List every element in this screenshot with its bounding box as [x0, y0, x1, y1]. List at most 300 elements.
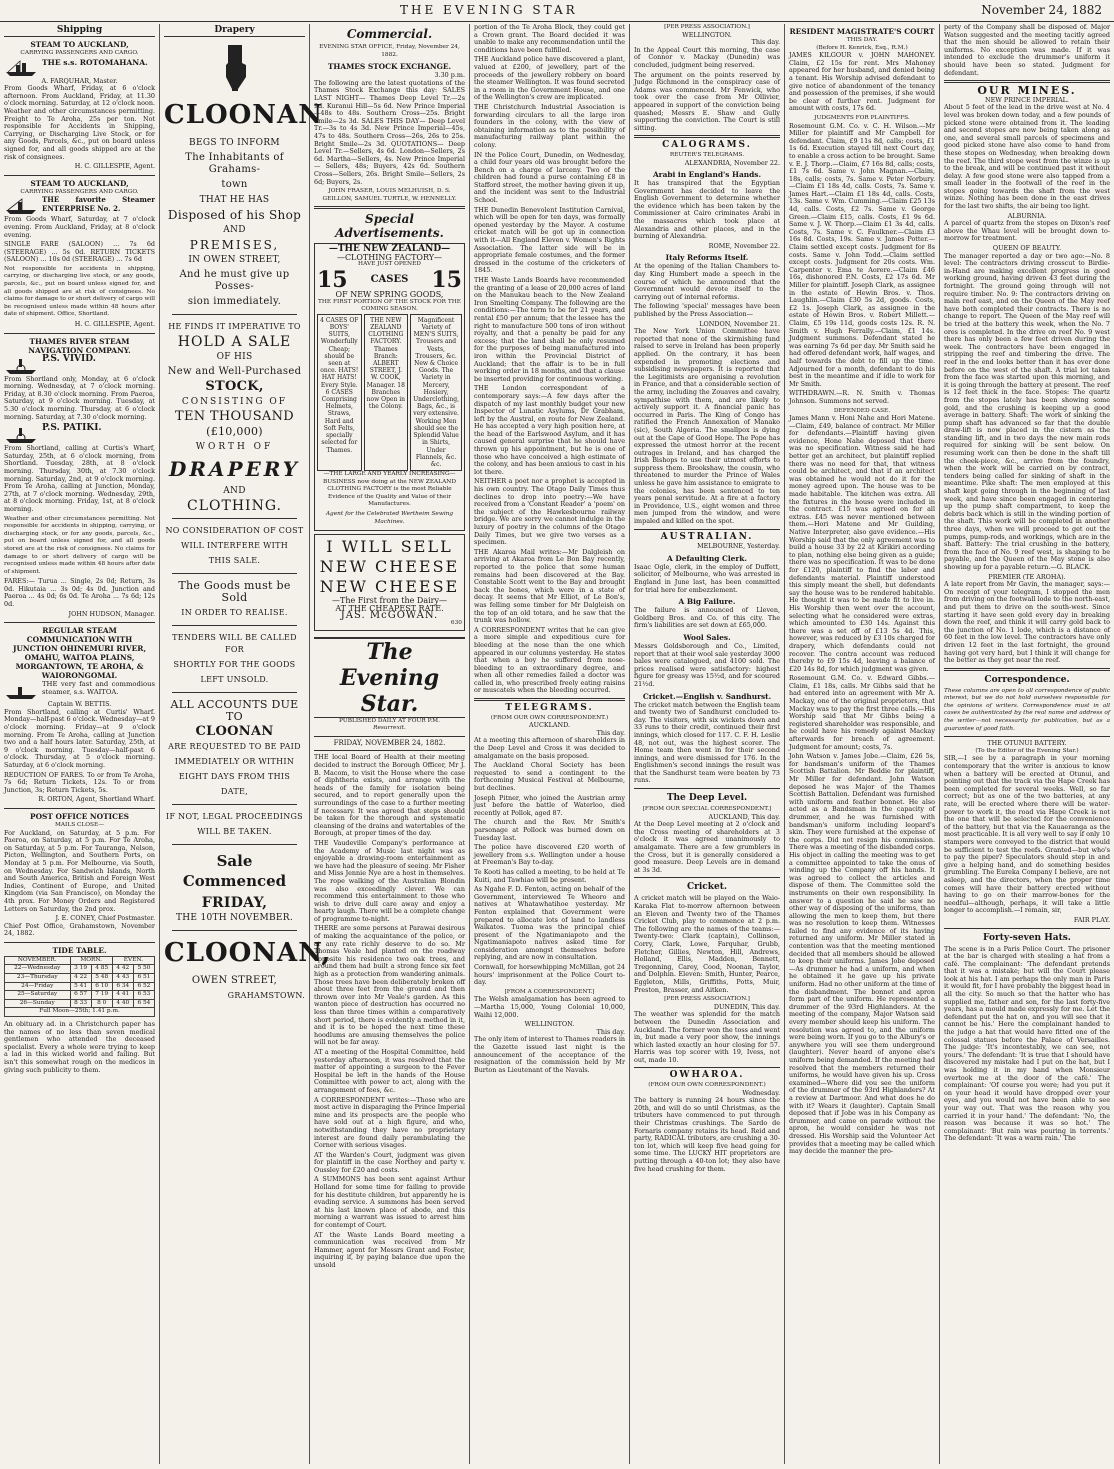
news-paragraph: THE Dunedin Benevolent Institution Carnival, which will be open for ten days, was formally opened yesterday by the Mayor. A costume cricket match will be got up in connection with it—All England Eleven v. Women's Rights Association. The latter side will be in appropriate female costumes, and the former dressed in the costume of the cricketers of 1845. — [474, 205, 625, 275]
ad-line: IN ORDER TO REALISE. — [181, 608, 288, 617]
ad-line: WORTH OF — [195, 442, 274, 452]
tide-cell: 6 34 — [112, 982, 133, 991]
news-paragraph: THE Waste Lands Boards have recommended the granting of a lease of 20,000 acres of land on the Manukau beach to the New Zealand Iron Smelting Company. The following are the conditions:—The term to be for 21 years, and rental £50 per annum; that the lessee has the right to manufacture 500 tons of iron without royalty, and that a penalty be paid for any excess; that the land shall be only resumed for the purposes of being manufactured into iron within the Provincial District of Auckland; that the affair is to be in full working order in 18 months, and that a clause be inserted providing for continuous working. — [474, 276, 625, 383]
deep-level-title: The Deep Level. — [666, 793, 748, 804]
letter-to: (To the Editor of the Evening Star.) — [975, 747, 1079, 754]
ad-line: TENDERS WILL BE CALLED FOR — [172, 633, 297, 654]
telegram-item: The church and the Rev. Mr Smith's parsonage at Pollock was burned down on Tuesday last. — [474, 818, 625, 842]
shipping-body: From Shortland, calling at Curtis' Wharf. Monday—half-past 6 o'clock. Wednesday—at 9 o'clock morning. Friday—at 9 o'clock morning. From Te Aroha, calling at Junction two and a half hours later. Saturday, 25th, at 9 o'clock morning. Tuesday—half-past 6 o'clock. Thursday, at 5 o'clock morning. Saturday, at 6 o'clock morning. — [4, 707, 155, 769]
shipping-fares: SINGLE FARE (SALOON) ... 7s 6d (STEERAGE) ... 5s 0d. RETURN TICKETS (SALOON) ... 10s 0d (STEERAGE) ... 7s 6d — [4, 240, 155, 264]
post-subtitle: MAILS CLOSE— — [54, 821, 105, 828]
cloonan-name: CLOONAN — [164, 100, 323, 130]
cloonan-name: CLOONAN, — [164, 938, 332, 968]
tide-cell: 5 50 — [133, 965, 154, 974]
ad-line: WILL BE TAKEN. — [197, 827, 272, 836]
ad-line: TEN THOUSAND — [175, 409, 294, 424]
mine-report: A parcel of quartz from the stopes on Dixon's reef above the Whau level will be brought down to-morrow for treatment. — [944, 219, 1110, 243]
divider — [172, 844, 297, 845]
tide-cell: 7 19 — [91, 991, 112, 1000]
factory-box-middle: THE NEW ZEALAND CLOTHING FACTORY. Thames Branch: ALBERT STREET, J. W. COOK, Manager. 18 Branches now Open in the Colony. — [364, 314, 409, 471]
subheading: A Big Failure. — [678, 597, 736, 607]
tide-cell: 5 48 — [91, 974, 112, 983]
tide-header-cell: EVEN. — [112, 956, 154, 965]
court-before: (Before H. Kenrick, Esq., R.M.) — [816, 44, 908, 51]
shipping-fares: REDUCTION OF FARES. To or from Te Aroha, 7s 6d; Return Tickets, 12s. To or from Junction, 3s; Return Tickets, 5s. — [4, 770, 155, 794]
divider — [474, 698, 625, 701]
post-signature: J. E. CONEY, Chief Postmaster. — [55, 914, 155, 923]
factory-agent: Agent for the Celebrated Wertheim Sewing Machines. — [325, 511, 454, 525]
news-paragraph: THERE are some persons at Parawai desirous of making the acquaintance of the police, or at any rate richly deserve to do so. Mr Thomas Veale had planted on the roadway opposite his residence two oak trees, and around them had built a strong fence six feet high as a protection from wandering animals. Those trees have been deliberately broken off about three feet from the ground and then thrown over into Mr Veale's garden. As this wanton piece of destruction has occurred no less than three times within a comparatively short period, there is evidently a method in it, and it is to be hoped the next time these hoodlums are amusing themselves the police will not be far away. — [314, 924, 465, 1047]
mine-report: A late report from Mr Gavin, the manager, says:—On receipt of your telegram, I stopped the men from driving on the footwall lode to the north-east, and put them to drive on the south-west. Since starting it have seen gold every day in breaking down the reef, and think it will carry gold back to the junction of No. 1 lode, which is a distance of 60 feet in the low level. The contractors have only driven 12 feet in the last fortnight, the ground having got very hard, but I think it will change for the better as they get near the reef. — [944, 580, 1110, 665]
exchange-body: The following are the latest quotations of the Thames Stock Exchange this day: SALES LAST NIGHT— Thames Deep Level Tr.—2s 9d. Kuranui Hill—5s 6d. New Prince Imperial—48s to 48s. Southern Cross—25s. Bright Smile—2s 3d. SALES THIS DAY— Deep Level Tr.—3s to 4s 3d. New Prince Imperial—45s, 47s to 48s. Southern Cross—26s, 26s to 25s. Bright Smile—2s 3d. QUOTATIONS— Deep Level Tr.—Sellers, 4s 6d. London—Sellers, 2s 6d. Martha—Sellers, 4s. New Prince Imperial — Sellers, 48s; Buyers, 42s 6d. Southern Cross—Sellers, 26s. Bright Smile—Sellers, 2s 6d; Buyers, 2s. — [314, 78, 465, 186]
dateline: Wednesday. — [742, 1088, 780, 1097]
subheading: Arabi in England's Hands. — [652, 170, 762, 180]
cheese-ref: 630 — [450, 620, 462, 627]
ad-line: BEGS TO INFORM — [189, 138, 280, 148]
ad-line: Disposed of his Shop — [167, 208, 302, 222]
column-shipping — [0, 24, 160, 1464]
ad-line: THAT HE HAS — [199, 195, 270, 205]
telegram-item: The police have discovered £20 worth of jewellery from s.s. Wellington under a house at Freeman's Bay to-day. — [474, 843, 625, 867]
ad-line: DATE, — [221, 787, 248, 796]
ship-name: THE favorite Steamer ENTERPRISE No. 2. — [42, 195, 155, 213]
subheading: A Defaulting Clerk. — [667, 553, 747, 563]
tide-cell: 6 54 — [133, 999, 154, 1008]
commercial-title: Commercial. — [346, 27, 433, 41]
paddle-steamer-icon — [4, 425, 38, 445]
divider — [172, 314, 297, 315]
news-paragraph: AT a meeting of the Hospital Committee, held yesterday afternoon, it was resolved that the matter of appointing a surgeon to the Fever Hospital be left in the hands of the House Committee with power to act, along with the arrangement of fees, &c. — [314, 1047, 465, 1094]
obituary-paragraph: An obituary ad. in a Christchurch paper has the names of no less than seven medical gentlemen who attended the deceased specialist. Every a whole were trying to keep a lad in this wicked world and failing. But isn't this somewhat rough on the medicos in giving such publicity to them. — [4, 1020, 155, 1074]
newspaper-columns — [0, 24, 1114, 1464]
dateline: MELBOURNE, Yesterday. — [697, 542, 780, 551]
shipping-title: STEAM TO AUCKLAND, — [30, 40, 129, 49]
post-office-notices — [4, 812, 155, 938]
tide-cell: 4 41 — [112, 991, 133, 1000]
ship-name: P.S. PATIKI. — [42, 423, 102, 434]
news-paragraph: The New York Union Committee have reported that none of the skirmishing fund raised to serve in Ireland has been properly applied. On the contrary, it has been expended in promoting elections and subsidising newspapers. It is reported that the Legitimists are organising a revolution in France, and that a considerable section of the army, including the Zouaves and cavalry, sympathise with them, and are likely to actively support it. A financial panic has occurred in Paris. The King of Congo has ratified the French Annexation of Manako (sic), South Algeria. The smallpox is dying out at the Cape of Good Hope. The Pope has expressed the utmost horror at the recent outrages in Ireland, and has charged the Irish Bishops to use their utmost efforts to suppress them. Brookshaw, the cousin, who threatened to murder the Prince of Wales unless he gave him assistance to emigrate to the colonies, has been sentenced to ten years penal servitude. At a fire at a factory in Providence, U.S., eight women and three men jumped from the window, and were impaled and killed on the spot. — [634, 327, 780, 526]
mine-report: About 5 feet of the lead in the drive west at No. 4 level was broken down today, and a few pounds of picked stone were obtained from it. The leading and second stopes are now being taken along as one, and several small parcels of specimens and good picked stone have also come to hand from these stopes on Wednesday, when breaking down the reef. The third stope west from the winze is up to the break, and will be continued past it without delay. A few good stone were also tapped from a small leader in the footwall of the reef in the stopes going towards the shaft from the west winze. Nothing has been done in the east drives for the last two shifts, the air being too light. — [944, 103, 1110, 211]
shipping-subtitle: CARRYING PASSENGERS AND CARGO. — [20, 188, 139, 195]
clothing-factory-ad — [314, 243, 465, 531]
telegram-item: The only item of interest to Thames readers in the Gazette issued last night is the announcement of the acceptance of the resignation of the commission held by Mr Burton as Lieutenant of the Navals. — [474, 1035, 625, 1074]
shipping-notice: Not responsible for accidents in shipping, carrying, or discharging live stock, or any goods, parcels, &c., put on board unless signed for, and all goods shipped are at risk of consignees. No claims for damage to or short delivery of cargo will be recognised unless made within 48 hours after date of shipment. Office, Shortland. — [4, 265, 155, 318]
cases-number-left: 15 — [317, 267, 348, 294]
court-case: WITHDRAWN.—R. N. Smith v. Thomas Johnson. Summons not served. — [789, 389, 935, 405]
exchange-time: 3.30 p.m. — [434, 71, 465, 80]
shipping-ad-enterprise — [4, 179, 155, 329]
shipping-body: From Shortland, calling at Curtis's Wharf, Saturday, 25th, at 6 o'clock morning, from Shortland. Tuesday, 28th, at 8 o'clock morning. Thursday, 30th, at 7.30 o'clock morning. Saturday, 2nd, at 9 o'clock morning. From Te Aroha, calling at Junction, Monday, 27th, at 7 o'clock morning. Wednesday, 29th, at 8 o'clock morning. Friday, 1st, at 8 o'clock morning. — [4, 444, 155, 513]
cases-word: CASES — [370, 274, 409, 286]
divider — [634, 135, 780, 138]
paddle-steamer-icon — [4, 356, 38, 376]
court-case: James Mann v. Honi Nahe and Hori Matene.—Claim, £49, balance of contract. Mr Miller for defendants.—Plaintiff having given evidence, Hone Nahe deposed that there was no specification. Witness said he had better get an architect, but plaintiff replied there was no need for that, that witness could be architect, and that if an architect was obtained he would not do it for the money agreed upon. The house was to be made habitable. The kitchen was extra. All the fixtures in the house were included in the contract. £15 was agreed on for all extras. £45 was never mentioned between them.—Hori Matene and Mr Guilding, Native Interpreter, also gave evidence.—His Worship said that the only agreement was to build a house 33 by 22 at Kirikiri according to plan, nothing else being given as a guide; there was no specification. It was to be done for £120, plaintiff to find the labor and defendants material. Plaintiff understood this simply meant the shell, but defendants say the house was to be rendered habitable. He thought it was to be made fit to live in. His Worship then went over the account, selecting what he considered were extras, which amounted to £30 14s. Against this there was a set off of £13 5s 4d. This, however, was reduced by £3 10s charged for drapery, which defendants could not recover. The contra account was reduced thereby to £9 15s 4d, leaving a balance of £20 14s 8d, for which judgment was given. — [789, 414, 935, 673]
shipping-fares: FARES:— Turua ... Single, 2s 0d; Return, 3s 0d. Hikutaia ... 3s 0d; 4s 0d. Junction and Paeroa ... 4s 0d; 6s 0d. Te Aroha ... 7s 6d; 12s 0d. — [4, 577, 155, 609]
tide-header-cell: NOVEMBER. — [5, 956, 71, 965]
ad-line: (£10,000) — [206, 425, 263, 438]
ship-row — [4, 196, 155, 216]
court-title: RESIDENT MAGISTRATE'S COURT — [789, 27, 935, 36]
court-case: Rosemount G.M. Co. v. Edward Gibbs.—Claim, £1 18s, calls. Mr Gibbs said that he had entered into an agreement with Mr A. Mackay, one of the original proprietors, that Mackay was to pay the first three calls.—His Worship said that Mr Gibbs being a registered shareholder was responsible, and he could have his remedy against Mackay afterwards for breach of agreement. Judgment for amount; costs, 7s. — [789, 674, 935, 751]
correspondence-title: Correspondence. — [984, 674, 1070, 685]
ship-master: A. FARQUHAR, Master. — [41, 76, 118, 85]
factory-box-right: Magnificent Variety of MEN'S SUITS, Trousers and Vests, Trousers, &c. New & Choice Goods. The Variety in Mercery, Hosiery, Underclothing, Bags, &c., is very extensive. Working Men should see the Splendid Value in Shirts, Under Flannels, &c. &c. — [410, 314, 462, 471]
shipping-ad-rotomahana — [4, 40, 155, 171]
shipping-ad-vivid — [4, 337, 155, 422]
telegram-item: Cornwall, for horsewhipping McMillan, got 24 hours' imprisonment at the Police Court to-day. — [474, 963, 625, 987]
shipping-heading: Shipping — [4, 24, 155, 37]
ad-line: Sale Commenced — [182, 852, 287, 890]
court-case: JAMES KILGOUR v. JOHN MAHONEY. Claim, £2 15s for rent. Mrs Mahoney appeared for her husband, and denied being a tenant. His Worship advised defendant to give notice of abandonment of the tenancy and possession of the premises, if she would be clear of further rent. Judgment for amount with costs, 17s 6d. — [789, 51, 935, 113]
court-subheading: JUDGMENTS FOR PLAINTIFFS. — [814, 114, 910, 121]
telegrams-source: (FROM OUR OWN CORRESPONDENT.) — [490, 714, 609, 721]
column-mines — [940, 24, 1114, 1464]
news-paragraph: A SUMMONS has been sent against Arthur Holland for some time for failing to provide for his destitute children, but apparently he is evading service. A summons has been served at his last known place of abode, and this morning a warrant was issued to arrest him for contempt of Court. — [314, 1175, 465, 1230]
court-case: John Watson v. James Jobe.—Claim, £26 5s, for bandsman's uniform of the Thames Scottish Battalion. Mr Beddie for plaintiff, Mr Miller for defendant. John Watson deposed he was Major of the Thames Scottish Battalion. Defendant was furnished with uniform and feather bonnet. He also acted as a Bandsman in the capacity of drummer, and he was furnished with bandsman's uniform including leopard's skin. They were furnished at the expense of the corps. Did not resign his commission. There was a meeting of the disbanded corps. His object in calling the meeting was to get a committee appointed to take the onus of winding up the Company off his hands. It was agreed to collect the articles and dispose of them. The Committee sold the instruments on their own responsibility. In answer to a question he said he saw no other way of disposing of the uniforms, than allowing the men to keep them, but there was no resolution to keep them. Witnesses failed to find any evidence of its having returned any uniform. Mr Miller stated in contention was that the meeting mentioned decided that all members should be allowed to keep their uniforms. James Jobe deposed—As drummer he had a uniform, and when he obtained it he gave up his private uniform. Had no other uniform at the time of the disbandment. The bonnet and apron form part of the uniform. He represented a drummer of the 93rd Highlanders. At the meeting of the company, Major Watson said every member should keep his uniform. The resolution was agreed to, and the uniform were being worn. If you go to the Albury's or anywhere you will see them underground (laughter). Never heard of anyone else's uniform being demanded. If the meeting had resolved that the members returned their uniforms, he would have given his up. Cross examined—Where did you see the uniform of the drummer of the 93rd Highlanders? At a review at Dartmoor. And what does he do with it? Wears it (laughter). Captain Small deposed that if Jobe was in his Company as drummer, and came on parade without the apron, he would consider he was not dressed. His Worship said the Volunteer Act provides that a meeting may be called which may decide the manner the pro- — [789, 752, 935, 1156]
mine-name: PREMIER (TE AROHA). — [988, 572, 1066, 581]
tide-cell: 25—Saturday — [5, 991, 71, 1000]
steamship-icon — [4, 681, 38, 701]
factory-footer: —THE LARGE AND YEARLY INCREASING— BUSINESS now doing at the NEW ZEALAND CLOTHING FACTORY is the most Reliable Evidence of the Quality and Value of their Manufactures. — [322, 471, 457, 508]
tide-cell: 4 85 — [91, 965, 112, 974]
mine-name: NEW PRINCE IMPERIAL. — [985, 95, 1069, 104]
divider — [944, 668, 1110, 671]
drapery-heading: Drapery — [164, 24, 305, 37]
cheese-line: —The First from the Dairy— — [331, 596, 448, 606]
shipping-ad-waitoa — [4, 626, 155, 804]
news-paragraph: Isaac Ogle, clerk, in the employ of Duffett, solicitor, of Melbourne, who was arrested in England in June last, has been committed for trial here for embezzlement. — [634, 562, 780, 594]
evening-star-date: FRIDAY, NOVEMBER 24, 1882. — [333, 738, 446, 747]
news-paragraph: The battery is running 24 hours since the 20th, and will do so until Christmas, as the tributers have commenced to put through their Christmas crushings. The Sardo de Fornaris company retains its head. Reid and party, RADICAL tributers, are crushing a 30-ton lot, which will keep five head going for some time. The LUCKY HIT proprietors are putting through a 40-ton lot; they also have five head crushing for them. — [634, 1096, 780, 1173]
divider — [172, 692, 297, 693]
tide-cell: 8 33 — [70, 999, 91, 1008]
telegram-item: Joseph Pitner, who joined the Austrian army just before the battle of Waterloo, died recently at Pollok, aged 87. — [474, 793, 625, 817]
shipping-title: STEAM TO AUCKLAND, — [30, 178, 129, 188]
letter-signature: FAIR PLAY. — [1073, 915, 1110, 924]
telegram-source: [FROM A CORRESPONDENT.] — [504, 988, 595, 995]
steamship-icon — [4, 58, 38, 78]
calograms-source: REUTER'S TELEGRAMS. — [669, 151, 745, 158]
table-row — [5, 1008, 155, 1017]
mines-title: OUR MINES. — [977, 84, 1077, 98]
factory-first: THE FIRST PORTION OF THE STOCK FOR THE COMING SEASON. — [317, 298, 462, 313]
tide-cell: 6 53 — [133, 991, 154, 1000]
tide-cell: 4 42 — [112, 965, 133, 974]
special-ads-title: Special Advertisements. — [335, 212, 444, 241]
ship-name: THE very fast and commodious steamer, s.s. WAITOA. — [42, 680, 155, 696]
ad-line: IN OWEN STREET, — [188, 255, 281, 265]
masthead-title: THE EVENING STAR — [400, 3, 578, 17]
news-paragraph: portion of the Te Aroha Block, they could get a Crown grant. The Board decided it was unable to make any recommendation until the conditions have been fulfilled. — [474, 23, 625, 54]
news-paragraph: THE Akaroa Mail writes:—Mr Dalgleish on arriving at Akaroa from Le Bon Bay recently, reported to the police that some human remains had been discovered at the Bay. Constable Scott went to the Bay and brought back the bones, which were in a state of decay. It seems that Mr Elliot, of Le Bon's, was felling some timber for Mr Dalgleish on the top of an old totara, and he saw that the trunk was hollow. — [474, 547, 625, 625]
press-source: [PER PRESS ASSOCIATION.] — [664, 996, 750, 1003]
divider — [172, 930, 297, 931]
ship-row — [4, 681, 155, 701]
steamship-icon — [4, 196, 38, 216]
cheese-seller: JAS. McGOWAN. — [340, 610, 439, 622]
news-paragraph: IN the Police Court, Dunedin, on Wednesday, a child four years old was brought before the Bench on a charge of larceny. Two of the children had found a purse containing £8 in Stafford street, the mother having given it up, and the incident was sent to the Industrial School. — [474, 150, 625, 205]
tide-cell: 6 10 — [91, 982, 112, 991]
news-paragraph: At the Deep Level meeting at 2 o'clock and the Cross meeting of shareholders at 3 o'clock it was agreed unanimously to amalgamate. There are a few grumblers in the Cross, but it is generally considered a good measure. Deep Levels are in demand at 3s 3d. — [634, 820, 780, 874]
hats-title: Forty-seven Hats. — [983, 932, 1071, 943]
divider — [4, 622, 155, 623]
tide-cell: 22—Wednesday — [5, 965, 71, 974]
dateline: ROME, November 22. — [708, 241, 780, 250]
news-paragraph: The scene is in a Paris Police Court. The prisoner at the bar is charged with stealing a hat from a café. The complainant: 'The defendant pretends that it was a mistake; but will the Court please look at his hat. I am perhaps the only man in Paris it would fit, for I have probably the biggest head in all the city. So much so that the hatter who has supplied me, father and son, for the last forty-five years, has a mould made expressly for me. Let the defendant put the hat on, and you will see that it cannot be his.' Here the complainant handed to the judge a hat that would have fitted one of the colossal statues before the Palace of Versailles. The judge: 'It's incontestably, we can see, not yours.' The defendant: 'It is true that I should have discovered my mistake had I put on the hat, but I was holding it in my hand when Monsieur overtook me at the door of the café.' The complainant: 'Of course you were; had you put it on your head it would have dropped over your eyes, and you would not have been able to see your way out. That was the reason why you carried it in your hand.' The defendant: 'No, the reason was because it was so hot.' The complainant: 'But rain was pouring in torrents.' The defendant: 'It was a warm rain.' The — [944, 944, 1110, 1143]
cheese-line: NEW CHEESE — [319, 557, 460, 577]
exchange-brokers: JOHN FRASER, LOUIS MELHUISH, D. S. GEILLON, SAMUEL TURTLE, W. HENNELLY. — [322, 188, 457, 202]
divider — [172, 625, 297, 626]
news-paragraph: THE London correspondent of a contemporary says:—A few days after the dispatch of my last monthly budget your new Inspector of Lunatic Asylums, Dr Grabham, left by the Austral, en route for New Zealand. He has accepted a very high position here, at the head of the Earlswood Asylum, and it has caused general surprise that he should have thrown up his appointment, but he is one of those who have conceived a high estimate of the colony, and has been anxious to cast in his lot there. — [474, 384, 625, 476]
ship-row — [4, 58, 155, 78]
shipping-body: From Goods Wharf, Saturday, at 7 o'clock evening. From Auckland, Friday, at 8 o'clock evening. — [4, 215, 155, 239]
post-title: POST OFFICE NOTICES — [30, 811, 129, 821]
shipping-ad-patiki — [4, 425, 155, 618]
exchange-title: THAMES STOCK EXCHANGE. — [327, 62, 452, 72]
news-paragraph: AT the Waste Lands Board meeting a communication was received from Mr Hammer, agent for Messrs Grant and Foster, inquiring if, by paying balance due upon the unsold — [314, 1230, 465, 1270]
tide-table — [4, 956, 155, 1017]
divider — [634, 788, 780, 789]
ad-line: OF HIS — [216, 352, 253, 362]
telegram-place: WELLINGTON. — [682, 30, 732, 39]
ad-line: town — [221, 179, 248, 190]
cheese-ad — [314, 534, 465, 630]
evening-star-masthead: The Evening Star. — [314, 637, 465, 718]
ship-name: P.S. VIVID. — [42, 353, 96, 364]
shipping-agent: H. C. GILLESPIE, Agent. — [74, 162, 155, 171]
divider — [634, 529, 780, 530]
divider — [314, 750, 465, 751]
column-cables — [630, 24, 785, 1464]
subheading: Italy Reforms Itself. — [665, 253, 749, 263]
ad-line: LEFT UNSOLD. — [200, 675, 269, 684]
news-paragraph: The following 'special' messages have been published by the Press Association— — [634, 302, 780, 318]
cricket-title: Cricket. — [686, 882, 728, 893]
telegram-item: The Auckland Choral Society has been requested to send a contingent to the forthcoming Musical Festival at Melbourne, but declines. — [474, 761, 625, 792]
shipping-agent: R. ORTON, Agent, Shortland Wharf. — [38, 795, 155, 804]
table-row — [5, 982, 155, 991]
table-row — [5, 999, 155, 1008]
dateline: AUCKLAND, This day. — [708, 812, 780, 821]
shipping-title: REGULAR STEAM COMMUNICATION WITH JUNCTION OHINEMURI RIVER, OMAHU, WAITOA PLAINS, MORGANTOWN, TE AROHA, & WAIORONGOMAI. — [12, 626, 147, 681]
mine-report: The manager reported a day or two ago:—No. 8 level: The contractors driving crosscut to Birdie-in-Hand are making excellent progress in good working ground, having driven 43 feet during the fortnight. The ground going through will not require timber. No. 9: The contractors driving on main reef east, and on the Queen of the May reef have both completed their contracts. There is no change to report. The Queen of the May reef will be tried at the battery this week, when the No. 7 ores is completed. In the drive on reef No. 9 west there has only been a few feet driven during the week. The contractors have been engaged in stripping the reef and timbering the drive. The reef in the end looks better than it has ever done before on the west of the shaft. A trial lot taken from the face was started upon this morning, and it is going through the battery at present. The reef is 12 feet thick in the face. Stopes: The quartz from the stopes lately has been showing some gold, and the crushing is keeping up a good average in battery. Shaft: The work of sinking the pump shaft has advanced so far that the double draw-lift is now placed in the cistern as the standing lift, and in two days the new main rods required for sinking will be sent below. On resuming work can then be done in the shaft till the cheek-piece, &c., arrive from the foundry, when the work will be carried on by contract, tenders being called for sinking of shaft in the meantime. Pike shaft: The men employed at this shaft kept going through in the beginning of last week, and have since been engaged in centering up the pump shaft compartment, to keep the debris back which is still in the winding portion of the shaft. This work will be completed in another three days, when we will proceed to get out the pumps, pump-rods, and workings, which are in the shaft. Battery: The trial crushing in the battery, from the face of No. 9 reef west, is shaping to be payable, and the Queen of the May stone is also showing up for a payable return.—G. BLACK. — [944, 251, 1110, 571]
tide-cell: 8 0 — [91, 999, 112, 1008]
telegram-day: This day. — [596, 728, 625, 737]
calograms-title: CALOGRAMS. — [662, 140, 752, 151]
cheese-line: NEW CHEESE — [319, 577, 460, 597]
ad-line: ARE REQUESTED TO BE PAID — [168, 742, 301, 751]
factory-goods: OF NEW SPRING GOODS, — [335, 290, 444, 300]
letter-title: THE OTUNUI BATTERY. — [987, 739, 1067, 748]
drapery-word: DRAPERY — [168, 457, 301, 481]
telegrams-title: TELEGRAMS. — [505, 703, 594, 714]
tide-cell: 4 40 — [112, 999, 133, 1008]
news-paragraph: The failure is announced of Lleven, Goldberg Bros. and Co. of this city. The firm's liabilities are set down at £65,000. — [634, 606, 780, 630]
telegram-day: This day. — [596, 1027, 625, 1036]
commercial-office: EVENING STAR OFFICE, Friday, November 24, 1882. — [319, 44, 460, 58]
tide-footer: Full Moon—25th; 1.41 p.m. — [5, 1008, 155, 1017]
ship-row — [4, 425, 155, 445]
factory-opened: HAVE JUST OPENED — [358, 261, 421, 268]
ad-line: AND — [223, 225, 246, 235]
ad-line: HE FINDS IT IMPERATIVE TO — [168, 322, 301, 331]
column-news — [470, 24, 630, 1464]
ad-line: OWEN STREET, — [191, 975, 278, 986]
news-paragraph: At the opening of the Italian Chambers to-day King Humbert made a speech in the course of which he announced that the Government would devote itself to the carrying out of internal reforms. — [634, 262, 780, 301]
ad-line: WILL INTERFERE WITH — [180, 541, 289, 550]
tide-cell: 6 57 — [70, 991, 91, 1000]
news-paragraph: THE Vaudeville Company's performance at the Academy of Music last night was as enjoyable a drawing-room entertainment as we have had the pleasure of seeing. Mr Fisher and Miss Jennie Nye are a host in themselves. The rope walking of the Australian Blondin was also exceedingly clever. We can recommend this entertainment to those who wish to drive dull care away and enjoy a hearty laugh. There will be a complete change of programme to-night. — [314, 838, 465, 923]
ad-line: GRAHAMSTOWN. — [227, 991, 305, 1000]
cheese-line: I WILL SELL — [326, 537, 453, 557]
factory-title: —THE NEW ZEALAND— — [328, 244, 451, 255]
news-paragraph: NEITHER a poet nor a prophet is accepted in his own country. The Otago Daily Times thus declines to drop into poetry:—We have received from a 'Constant Reader' a 'poem' on the subject of the Hawkesbourne railway bridge. We are sorry we cannot indulge in the luxury of poetry in the columns of the Otago Daily Times, but we give two verses as a specimen. — [474, 477, 625, 547]
subheading: Cricket.—English v. Sandhurst. — [642, 691, 772, 701]
news-paragraph: A CORRESPONDENT writes that he can give a more simple and expeditious cure for bleeding at the nose than the one which appeared in our columns yesterday. He states that when a boy he suffered from nose-bleeding to an extraordinary degree, and when all other remedies failed a doctor was called in, who prescribed freely eating raisins or muscatels when the bleeding occurred. — [474, 625, 625, 695]
masthead — [0, 0, 1114, 22]
ad-line: The Inhabitants of Grahams- — [185, 152, 284, 175]
tide-cell: 3 19 — [70, 965, 91, 974]
court-case: perty of the Company shall be disposed of. Major Watson suggested and the meeting tacitly agreed that the men should be allowed to retain their uniforms. No exception was made. If it was intended to exclude the drummer's uniform it should have been so stated. Judgment for defendant. — [944, 23, 1110, 77]
divider — [634, 877, 780, 878]
news-paragraph: In the Appeal Court this morning, the case of Connor v. Mackay (Dunedin) was concluded, judgment being reserved. — [634, 45, 780, 69]
news-paragraph: AT the Warden's Court, judgment was given for plaintiff in the case Northey and party v. Oussley for £20 and costs. — [314, 1150, 465, 1174]
cases-row — [317, 267, 462, 294]
table-row — [5, 965, 155, 974]
divider — [944, 928, 1110, 929]
ship-master: Captain W. BETTIS. — [47, 700, 112, 709]
ad-line: New and Well-Purchased — [167, 366, 302, 377]
news-paragraph: The weather was splendid for the match between the Dunedin Association and Auckland. The former won the toss and went in, but made a very poor show, the innings which lasted exactly an hour closing for 57. Harris was top scorer with 19, Ivess, not out, made 10. — [634, 1010, 780, 1064]
divider — [634, 1067, 780, 1068]
news-paragraph: The argument on the points reserved by Judge Richmond in the conspiracy case of Adams was commenced. Mr Fenwick, who took over the case from Mr Ollivier, appeared in support of the conviction being quashed; Messrs E. Shaw and Gully supporting the conviction. The Court is still sitting. — [634, 70, 780, 132]
telegram-place: AUCKLAND. — [528, 721, 571, 730]
ad-line: The Goods must be Sold — [178, 579, 291, 604]
tide-cell: 6 51 — [133, 974, 154, 983]
letter-body: SIR,—I see by a paragraph in your morning contemporary that the writer is anxious to know when a battery will be erected at Otunui, and pointing out that the track via the Hape Creek has been completed for several weeks. Well, so far correct; but as one of the two batteries, at any rate, will be erected where there will be water-power to work it, the road via Hape Creek is not the one that will be selected for the convenience of the battery, but that via the Kauaeranga as the most practicable. It is all very well to say if only 10 stampers were conveyed to the district that would be sufficient to test the reefs. Granted—but who's to pay the piper? Speculators should step in and give a helping hand, and do something besides grumbling. The Eureka Company I believe, are not asleep, and the directors, when the proper time comes will have their battery erected without having to go on their marrow-bones for the needful—although, perhaps, it will take a little longer to accomplish.—I remain, sir, — [944, 754, 1110, 915]
ad-line: IMMEDIATELY OR WITHIN — [174, 757, 295, 766]
tide-title: TIDE TABLE. — [52, 945, 107, 955]
dateline: ALEXANDRIA, November 22. — [684, 158, 780, 167]
shipping-agent: H. C. GILLESPIE, Agent. — [74, 320, 155, 329]
correspondence-note: These columns are open to all correspondence of public interest, but we do not hold ourselves responsible for the opinions of writers. Correspondence must in all cases be authenticated by the real name and address of the writer—not necessarily for publication, but as a guarantee of good faith. — [944, 687, 1110, 732]
news-paragraph: THE Auckland police have discovered a plant, valued at £200, of jewellery, part of the proceeds of the jewellery robbery on board the steamer Wellington. It was found secreted in a room in the Government House, and one of the Wellington's crew are implicated. — [474, 55, 625, 102]
mine-name: ALBURNIA. — [1007, 211, 1047, 220]
news-paragraph: It has transpired that the Egyptian Government has decided to leave the English Government to determine whether the evidence which has been taken by the Commissioner at Cairo criminates Arabi in the massacres which took place at Alexandria and other places, and in the burning of Alexandria. — [634, 179, 780, 241]
ad-line: CLOTHING. — [187, 498, 282, 514]
table-row — [5, 991, 155, 1000]
column-court — [785, 24, 940, 1464]
news-paragraph: THE local Board of Health at their meeting decided to instruct the Borough Officer, Mr J. B. Macom, to visit the House where the case of diphtheria exists, and arrange with the heads of the family for isolation being secured, and to report generally upon the surroundings of the case to a further meeting if necessary. It was agreed that steps should be taken for the thorough and systematic cleansing of the drains and watertables of the Borough, at proper times of the day. — [314, 753, 465, 838]
ad-line: NO CONSIDERATION OF COST — [165, 526, 304, 535]
news-paragraph: Messrs Goldsborough and Co., Limited, report that at their wool sale yesterday 3000 bales were catalogued, and 4100 sold. The prices realised were satisfactory: highest figure for greasy was 15½d, and for scoured 21½d. — [634, 641, 780, 688]
divider — [944, 736, 1110, 737]
ad-line: THE 10TH NOVEMBER. — [175, 913, 294, 923]
telegram-item: The Welsh amalgamation has been agreed to—Martha 15,000, Young Colonial 10,000, Waihi 12,000. — [474, 995, 625, 1019]
shipping-agent: JOHN HUDSON, Manager. — [68, 609, 155, 618]
telegram-item: Te Kooti has called a meeting, to be held at Te Kuiti, and Tawhiao will be present. — [474, 867, 625, 884]
factory-subtitle: —CLOTHING FACTORY— — [336, 252, 443, 262]
telegram-place: WELLINGTON. — [524, 1020, 575, 1029]
ship-row — [4, 353, 155, 376]
pointing-hand-icon — [218, 43, 252, 93]
court-case: Rosemount G.M. Co. v. C. H. Wilson.—Mr Miller for plaintiff and Mr Campbell for defendant. Claim, £9 11s 8d, calls; costs, £1 1s 6d. Execution stayed till next Court day, to enable a cross action to be brought. Same v. E. J. Thorp.—Claim, £7 16s 8d, calls; costs, £1 7s 6d. Same v. John Magnan.—Claim, 18s, calls; costs, 7s. Same v. Peter Norbury.—Claim £1 18s 4d, calls. Costs, 7s. Same v. James Hart.—Claim £1 18s 4d, calls. Costs, 13s. Same v. Wm. Cumming.—Claim £25 13s 4d, calls. Costs, £2 7s. Same v. George Green.—Claim £15, calls. Costs, £1 9s 6d. Same v. J. W. Thorp.—Claim £1 3s 4d, calls. Costs, 7s. Same v. C. Faulkner.—Claim £3 16s 8d. Costs, 19s. Same v. James Potter.—Claim settled except costs. Judgment for 8s costs. Same v. John Todd.—Claim settled except costs. Judgment for 20s costs. Wm. Carpenter v. Ema te Aorere.—Claim £46 16s, dishonored P.N. Costs, £2 17s 6d. Mr Miller for plaintiff. Joseph Clark, as assignee in the estate of Hewin Bros. v. Thos. Laughlin.—Claim £30 5s 2d, goods. Costs, £2 1s. Joseph Clark, as assignee in the estate of Hewin Bros. v. Robert Millett.—Claim, £5 19s 11d, goods costs 12s. R. N. Smith v. Hugh Ferrally.—Claim, £1 14s. Judgment summons. Defendant stated he was earning 7s 6d per day. Mr Smith said he had offered defendant work, half wages, and half towards the debt to fill up the time. Adjourned for a month, defendant to do his best in the meantime and if idle to work for Mr Smith. — [789, 121, 935, 388]
table-row — [5, 974, 155, 983]
tide-cell: 24—Friday — [5, 982, 71, 991]
ad-line: STOCK, — [205, 379, 264, 394]
shipping-subtitle: CARRYING PASSENGERS AND CARGO. — [20, 50, 139, 56]
news-paragraph: THE Christchurch Industrial Association is forwarding circulars to all the large iron founders in the colony, with the view of obtaining information as to the possibility of manufacturing railway plant within the colony. — [474, 102, 625, 149]
owharoa-source: (FROM OUR OWN CORRESPONDENT.) — [648, 1082, 766, 1089]
ad-line: CONSISTING OF — [181, 397, 288, 407]
divider — [314, 736, 465, 737]
court-subheading: DEFENDED CASE. — [833, 407, 891, 414]
subheading: Wool Sales. — [683, 632, 731, 642]
masthead-date: November 24, 1882 — [981, 3, 1102, 17]
news-paragraph: A cricket match will be played on the Waio-Karaka Flat to-morrow afternoon between an Eleven and Twenty two of the Thames Cricket Club, play to commence at 2 p.m. The following are the names of the teams:—Twenty-two: Clark (captain), Collinson, Corry, Clark, Lowe, Farquhar, Grubb, Fletcher, Gillies, Newton, Hill, Andrews, Holland, Ellis, Madden, Bennett, Tregonning, Carey, Cood, Noonan, Taylor, and Dolphin. Eleven: Smith, Hunter, Pearce, Eggleton, Mills, Griffiths, Potts, Muir, Preston, Brasser, and Aitken. — [634, 894, 780, 994]
dateline: LONDON, November 21. — [699, 319, 780, 328]
tide-cell: 23—Thursday — [5, 974, 71, 983]
divider — [172, 518, 297, 519]
press-source: [PER PRESS ASSOCIATION.] — [664, 24, 750, 30]
ad-line: IF NOT, LEGAL PROCEEDINGS — [166, 812, 303, 821]
post-footer: Chief Post Office, Grahamstown, November 24, 1882. — [4, 921, 155, 938]
dateline: DUNEDIN, This day. — [713, 1002, 780, 1011]
factory-boxes — [317, 314, 462, 471]
news-paragraph: A CORRESPONDENT writes:—Those who are most active in disparaging the Prince Imperial mine and its prospects are the people who have sold out at a high figure, and who, notwithstanding they have no proprietary interest are found daily perambulating the Corner with serious visages. — [314, 1095, 465, 1150]
ad-line: ALL ACCOUNTS DUE TO — [170, 698, 299, 723]
ad-line: FRIDAY, — [201, 895, 268, 911]
divider — [4, 175, 155, 176]
divider — [172, 573, 297, 574]
telegram-item: As Ngahe F. D. Fenton, acting on behalf of the Government, interviewed Te Wheoro and natives at Whatawhatihoe yesterday. Mr Fenton explained that Government were prepared to allocate lots of land to landless Waikatos. Tuoma was the principal chief present of the Ngatimaniapoto and the Ngatimaniapoto natives asked time for consideration amongst themselves before replying, and are now in consultation. — [474, 885, 625, 962]
tide-cell: 26—Sunday — [5, 999, 71, 1008]
mine-name: QUEEN OF BEAUTY. — [992, 244, 1062, 253]
ad-line: THIS SALE. — [208, 556, 261, 565]
tide-table-section — [4, 946, 155, 1017]
divider — [172, 804, 297, 805]
cheese-line: AT THE CHEAPEST RATE. — [335, 603, 444, 613]
divider — [944, 80, 1110, 83]
post-body: For Auckland, on Saturday, at 5 p.m. For Paeroa, on Saturday, at 5 p.m. For Te Aroha, on Saturday, at 5 p.m. For Tauranga, Nelson, Picton, Wellington, and Southern Ports, on Monday at 5 p.m. For Melbourne, via South, on Wednesday. For Sandwich Islands, North and South America, British and Foreign West Indies, Continent of Europe, and United Kingdom (via San Francisco), on Monday the 4th prox. For Money Orders and Registered Letters on Saturday, the 2nd prox. — [4, 828, 155, 913]
news-paragraph: The cricket match between the English team and twenty two of Sandhurst concluded to-day. The visitors, with six wickets down and 33 runs to their credit, continued their first innings, which closed for 117. C. F. H. Leslie 48, not out, was the highest scorer. The Home team then went in for their second innings, and were dismissed for 176. In the Englishmen's second innings the result was that the Sandhurst team were beaten by 73 runs. — [634, 700, 780, 785]
divider — [4, 808, 155, 809]
ad-line: CLOONAN — [195, 724, 274, 739]
telegram-day: This day. — [751, 38, 780, 47]
tide-cell: 6 52 — [133, 982, 154, 991]
column-commercial — [310, 24, 470, 1464]
tide-cell: 4 22 — [70, 974, 91, 983]
telegram-item: At a meeting this afternoon of shareholders in the Deep Level and Cross it was decided to amalgamate on the basis proposed. — [474, 736, 625, 760]
shipping-body: From Shortland only, Monday, at 6 o'clock morning. Wednesday, at 7 o'clock morning. Friday, at 8.30 o'clock morning. From Paeroa, Saturday, at 9 o'clock morning. Tuesday, at 5.30 o'clock morning. Thursday, at 6 o'clock morning. Saturday, at 7.30 o'clock morning. — [4, 374, 155, 421]
divider — [314, 206, 465, 209]
ad-line: SHORTLY FOR THE GOODS — [173, 660, 296, 669]
shipping-title: THAMES RIVER STEAM NAVIGATION COMPANY. — [28, 336, 131, 355]
ad-line: sion immediately. — [187, 296, 282, 307]
ad-line: AND — [223, 486, 246, 496]
cases-number-right: 15 — [431, 267, 462, 294]
evening-star-motto: Resurrexit. — [373, 725, 406, 732]
divider — [4, 942, 155, 943]
ad-line: And he must give up Posses- — [179, 269, 290, 292]
ship-name: THE s.s. ROTOMAHANA. — [42, 57, 148, 67]
column-drapery-ad — [160, 24, 332, 1464]
tide-cell: 5 41 — [70, 982, 91, 991]
ad-line: EIGHT DAYS FROM THIS — [178, 772, 291, 781]
australian-title: AUSTRALIAN. — [660, 531, 754, 542]
court-day: THIS DAY. — [846, 37, 878, 43]
evening-star-sub: PUBLISHED DAILY AT FOUR P.M. — [339, 717, 440, 724]
